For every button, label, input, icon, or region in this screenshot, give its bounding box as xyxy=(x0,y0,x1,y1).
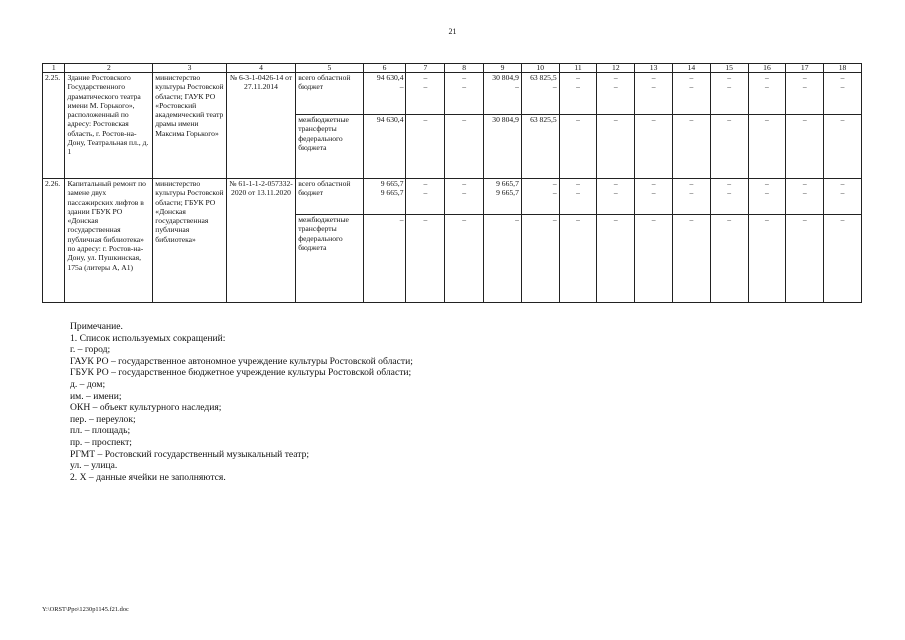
note-line: 2. Х – данные ячейки не заполняются. xyxy=(70,471,226,483)
note-line: ГБУК РО – государственное бюджетное учреждение культуры Ростовской области; xyxy=(70,367,412,379)
table-cell: – xyxy=(786,215,824,303)
note-line: 1. Список используемых сокращений: xyxy=(70,332,226,344)
table-cell: – xyxy=(445,115,484,179)
table-cell: – xyxy=(748,115,786,179)
table-cell: – – xyxy=(710,73,748,115)
table-cell: – xyxy=(406,215,445,303)
table-cell: – – xyxy=(824,73,862,115)
table-cell: – xyxy=(445,215,484,303)
header-cell: 10 xyxy=(521,64,559,73)
table-cell: 9 665,7 9 665,7 xyxy=(484,179,522,215)
table-cell: – xyxy=(597,215,635,303)
note-line: г. – город; xyxy=(70,344,111,356)
note-line: РГМТ – Ростовский государственный музыкальный театр; xyxy=(70,448,310,460)
table-cell: всего областной бюджет xyxy=(296,179,363,215)
header-cell: 4 xyxy=(226,64,295,73)
header-cell: 14 xyxy=(672,64,710,73)
table-cell: Здание Ростовского Государственного драматического театра имени М. Горького», расположенный по адресу: Ростовская область, г. Ростов-на-Дону, Театральная пл., д. 1 xyxy=(65,73,153,179)
table-row xyxy=(43,179,862,215)
table-cell: – – xyxy=(597,179,635,215)
note-line: пл. – площадь; xyxy=(70,425,131,437)
table-cell: – – xyxy=(635,179,673,215)
table-cell: Капитальный ремонт по замене двух пассажирских лифтов в здании ГБУК РО «Донская государственная публичная библиотека» по адресу: г. Ростов-на-Дону, ул. Пушкинская, 175а (литеры А, А1) xyxy=(65,179,153,303)
table-cell: – – xyxy=(672,179,710,215)
notes-section xyxy=(70,321,413,483)
note-line: пр. – проспект; xyxy=(70,436,132,448)
table-cell: – xyxy=(748,215,786,303)
table-cell: – – xyxy=(824,179,862,215)
table-cell: – xyxy=(559,215,597,303)
note-line: им. – имени; xyxy=(70,390,122,402)
table-cell: – – xyxy=(445,73,484,115)
table-row xyxy=(43,73,862,115)
table-cell: – xyxy=(672,215,710,303)
table-cell: – – xyxy=(635,73,673,115)
table-cell: – – xyxy=(597,73,635,115)
table-cell: – xyxy=(824,215,862,303)
header-cell: 12 xyxy=(597,64,635,73)
note-line: ОКН – объект культурного наследия; xyxy=(70,402,222,414)
table-cell: – xyxy=(597,115,635,179)
table-cell: – – xyxy=(748,73,786,115)
table-cell: – xyxy=(484,215,522,303)
table-cell: № 61-1-1-2-057332-2020 от 13.11.2020 xyxy=(226,179,295,303)
table-cell: – xyxy=(559,115,597,179)
header-cell: 11 xyxy=(559,64,597,73)
header-cell: 2 xyxy=(65,64,153,73)
table-cell: № 6-3-1-0426-14 от 27.11.2014 xyxy=(226,73,295,179)
table-cell: – – xyxy=(786,73,824,115)
note-line: Примечание. xyxy=(70,321,123,332)
table-cell: 2.26. xyxy=(43,179,65,303)
table-cell: – xyxy=(635,215,673,303)
table-cell: – – xyxy=(406,73,445,115)
header-cell: 7 xyxy=(406,64,445,73)
table-cell: – xyxy=(635,115,673,179)
table-cell: – xyxy=(406,115,445,179)
note-line: д. – дом; xyxy=(70,378,106,390)
table-cell: министерство культуры Ростовской области; ГБУК РО «Донская государственная публичная библиотека» xyxy=(153,179,227,303)
header-cell: 18 xyxy=(824,64,862,73)
note-line: ГАУК РО – государственное автономное учреждение культуры Ростовской области; xyxy=(70,355,413,367)
table-cell: 30 804,9 – xyxy=(484,73,522,115)
header-cell: 16 xyxy=(748,64,786,73)
note-line: ул. – улица. xyxy=(70,460,118,472)
table-cell: межбюджетные трансферты федерального бюджета xyxy=(296,115,363,179)
table-cell: – xyxy=(672,115,710,179)
table-cell: министерство культуры Ростовской области; ГАУК РО «Ростовский академический театр драмы имени Максима Горького» xyxy=(153,73,227,179)
note-line: пер. – переулок; xyxy=(70,413,136,425)
table-cell: 30 804,9 xyxy=(484,115,522,179)
table-cell: 94 630,4 – xyxy=(363,73,406,115)
table-cell: – – xyxy=(710,179,748,215)
table-cell: 2.25. xyxy=(43,73,65,179)
table-cell: – – xyxy=(406,179,445,215)
table-cell: – xyxy=(786,115,824,179)
table-header-row xyxy=(43,64,862,73)
budget-table xyxy=(42,63,862,303)
table-cell: – – xyxy=(559,73,597,115)
table-cell: – – xyxy=(521,179,559,215)
table-cell: всего областной бюджет xyxy=(296,73,363,115)
table-cell: 63 825,5 xyxy=(521,115,559,179)
table-cell: – xyxy=(521,215,559,303)
header-cell: 1 xyxy=(43,64,65,73)
header-cell: 8 xyxy=(445,64,484,73)
table-cell: 9 665,7 9 665,7 xyxy=(363,179,406,215)
header-cell: 3 xyxy=(153,64,227,73)
table-cell: – xyxy=(363,215,406,303)
header-cell: 6 xyxy=(363,64,406,73)
table-cell: 94 630,4 xyxy=(363,115,406,179)
table-cell: – xyxy=(710,115,748,179)
table-cell: – xyxy=(824,115,862,179)
page-number: 21 xyxy=(448,27,457,36)
table-cell: – – xyxy=(786,179,824,215)
table-cell: межбюджетные трансферты федерального бюджета xyxy=(296,215,363,303)
header-cell: 9 xyxy=(484,64,522,73)
table-cell: – xyxy=(710,215,748,303)
table-cell: 63 825,5 – xyxy=(521,73,559,115)
header-cell: 5 xyxy=(296,64,363,73)
table-cell: – – xyxy=(445,179,484,215)
header-cell: 17 xyxy=(786,64,824,73)
file-path-footer: Y:\ORST\Ppo\1230p1145.f21.doc xyxy=(42,606,129,613)
header-cell: 13 xyxy=(635,64,673,73)
table-cell: – – xyxy=(559,179,597,215)
header-cell: 15 xyxy=(710,64,748,73)
table-cell: – – xyxy=(748,179,786,215)
table-cell: – – xyxy=(672,73,710,115)
